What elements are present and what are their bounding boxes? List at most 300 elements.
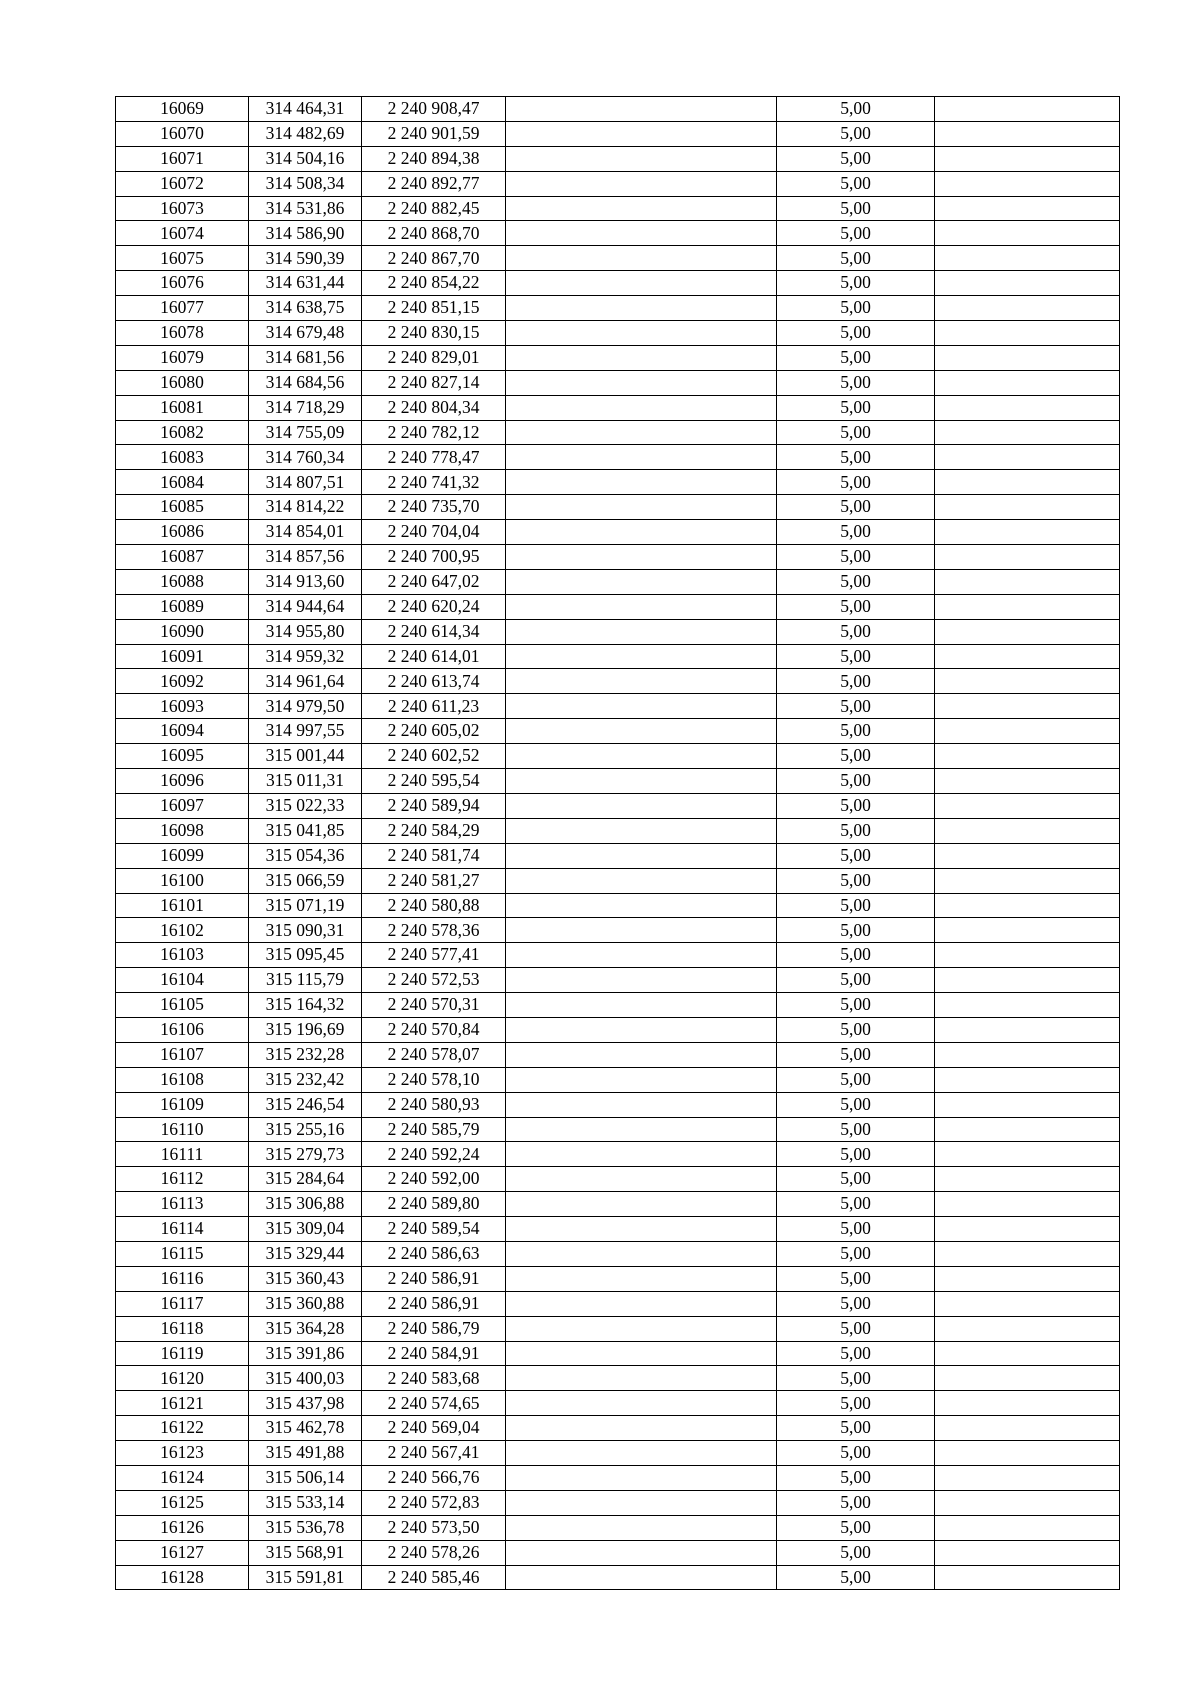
y-coordinate-cell: 2 240 585,46 — [362, 1565, 506, 1590]
value-cell: 5,00 — [777, 1042, 935, 1067]
empty-cell — [935, 793, 1120, 818]
y-coordinate-cell: 2 240 901,59 — [362, 121, 506, 146]
empty-cell — [935, 669, 1120, 694]
table-row — [116, 1490, 1120, 1515]
empty-cell — [506, 97, 777, 122]
point-number-cell: 16116 — [116, 1266, 249, 1291]
x-coordinate-cell: 314 979,50 — [249, 694, 362, 719]
empty-cell — [935, 1341, 1120, 1366]
x-coordinate-cell: 315 364,28 — [249, 1316, 362, 1341]
value-cell: 5,00 — [777, 1291, 935, 1316]
empty-cell — [935, 370, 1120, 395]
empty-cell — [935, 271, 1120, 296]
empty-cell — [506, 1042, 777, 1067]
point-number-cell: 16087 — [116, 545, 249, 570]
x-coordinate-cell: 315 591,81 — [249, 1565, 362, 1590]
x-coordinate-cell: 314 718,29 — [249, 395, 362, 420]
empty-cell — [506, 171, 777, 196]
point-number-cell: 16125 — [116, 1490, 249, 1515]
point-number-cell: 16124 — [116, 1465, 249, 1490]
table-row — [116, 221, 1120, 246]
x-coordinate-cell: 314 586,90 — [249, 221, 362, 246]
empty-cell — [935, 171, 1120, 196]
empty-cell — [935, 1490, 1120, 1515]
y-coordinate-cell: 2 240 882,45 — [362, 196, 506, 221]
empty-cell — [506, 1441, 777, 1466]
y-coordinate-cell: 2 240 613,74 — [362, 669, 506, 694]
empty-cell — [506, 1416, 777, 1441]
empty-cell — [506, 1341, 777, 1366]
point-number-cell: 16077 — [116, 296, 249, 321]
x-coordinate-cell: 314 955,80 — [249, 619, 362, 644]
empty-cell — [935, 1167, 1120, 1192]
table-row — [116, 868, 1120, 893]
x-coordinate-cell: 315 022,33 — [249, 793, 362, 818]
value-cell: 5,00 — [777, 1540, 935, 1565]
y-coordinate-cell: 2 240 854,22 — [362, 271, 506, 296]
empty-cell — [506, 968, 777, 993]
y-coordinate-cell: 2 240 589,80 — [362, 1192, 506, 1217]
empty-cell — [506, 1017, 777, 1042]
point-number-cell: 16097 — [116, 793, 249, 818]
empty-cell — [935, 719, 1120, 744]
value-cell: 5,00 — [777, 1341, 935, 1366]
empty-cell — [506, 868, 777, 893]
empty-cell — [506, 818, 777, 843]
table-row — [116, 370, 1120, 395]
table-row — [116, 1540, 1120, 1565]
empty-cell — [506, 893, 777, 918]
empty-cell — [506, 1241, 777, 1266]
y-coordinate-cell: 2 240 804,34 — [362, 395, 506, 420]
y-coordinate-cell: 2 240 589,54 — [362, 1217, 506, 1242]
empty-cell — [935, 769, 1120, 794]
point-number-cell: 16117 — [116, 1291, 249, 1316]
x-coordinate-cell: 315 232,42 — [249, 1067, 362, 1092]
y-coordinate-cell: 2 240 778,47 — [362, 445, 506, 470]
value-cell: 5,00 — [777, 1366, 935, 1391]
point-number-cell: 16118 — [116, 1316, 249, 1341]
empty-cell — [506, 1366, 777, 1391]
table-row — [116, 1366, 1120, 1391]
empty-cell — [506, 594, 777, 619]
empty-cell — [935, 968, 1120, 993]
value-cell: 5,00 — [777, 818, 935, 843]
y-coordinate-cell: 2 240 782,12 — [362, 420, 506, 445]
table-row — [116, 445, 1120, 470]
value-cell: 5,00 — [777, 271, 935, 296]
empty-cell — [935, 594, 1120, 619]
empty-cell — [935, 1291, 1120, 1316]
table-row — [116, 1465, 1120, 1490]
empty-cell — [935, 918, 1120, 943]
y-coordinate-cell: 2 240 580,88 — [362, 893, 506, 918]
point-number-cell: 16102 — [116, 918, 249, 943]
x-coordinate-cell: 315 400,03 — [249, 1366, 362, 1391]
value-cell: 5,00 — [777, 1067, 935, 1092]
value-cell: 5,00 — [777, 769, 935, 794]
empty-cell — [935, 843, 1120, 868]
table-row — [116, 594, 1120, 619]
y-coordinate-cell: 2 240 574,65 — [362, 1391, 506, 1416]
table-row — [116, 793, 1120, 818]
table-row — [116, 1266, 1120, 1291]
y-coordinate-cell: 2 240 830,15 — [362, 321, 506, 346]
point-number-cell: 16112 — [116, 1167, 249, 1192]
table-row — [116, 1291, 1120, 1316]
point-number-cell: 16101 — [116, 893, 249, 918]
point-number-cell: 16086 — [116, 520, 249, 545]
value-cell: 5,00 — [777, 744, 935, 769]
point-number-cell: 16080 — [116, 370, 249, 395]
table-row — [116, 246, 1120, 271]
empty-cell — [935, 321, 1120, 346]
y-coordinate-cell: 2 240 592,24 — [362, 1142, 506, 1167]
empty-cell — [506, 943, 777, 968]
y-coordinate-cell: 2 240 894,38 — [362, 146, 506, 171]
table-row — [116, 694, 1120, 719]
point-number-cell: 16105 — [116, 993, 249, 1018]
table-row — [116, 1565, 1120, 1590]
table-row — [116, 644, 1120, 669]
point-number-cell: 16111 — [116, 1142, 249, 1167]
empty-cell — [935, 1142, 1120, 1167]
x-coordinate-cell: 314 531,86 — [249, 196, 362, 221]
empty-cell — [506, 1291, 777, 1316]
empty-cell — [506, 470, 777, 495]
x-coordinate-cell: 314 997,55 — [249, 719, 362, 744]
y-coordinate-cell: 2 240 570,84 — [362, 1017, 506, 1042]
point-number-cell: 16089 — [116, 594, 249, 619]
empty-cell — [935, 619, 1120, 644]
table-row — [116, 1341, 1120, 1366]
y-coordinate-cell: 2 240 700,95 — [362, 545, 506, 570]
point-number-cell: 16107 — [116, 1042, 249, 1067]
y-coordinate-cell: 2 240 572,83 — [362, 1490, 506, 1515]
x-coordinate-cell: 315 011,31 — [249, 769, 362, 794]
empty-cell — [935, 993, 1120, 1018]
table-body — [116, 97, 1120, 1590]
empty-cell — [935, 146, 1120, 171]
point-number-cell: 16085 — [116, 495, 249, 520]
y-coordinate-cell: 2 240 573,50 — [362, 1515, 506, 1540]
coordinates-table — [115, 96, 1120, 1590]
empty-cell — [935, 1316, 1120, 1341]
empty-cell — [935, 818, 1120, 843]
value-cell: 5,00 — [777, 594, 935, 619]
x-coordinate-cell: 315 391,86 — [249, 1341, 362, 1366]
empty-cell — [506, 395, 777, 420]
y-coordinate-cell: 2 240 580,93 — [362, 1092, 506, 1117]
x-coordinate-cell: 315 041,85 — [249, 818, 362, 843]
empty-cell — [935, 1241, 1120, 1266]
point-number-cell: 16106 — [116, 1017, 249, 1042]
empty-cell — [506, 744, 777, 769]
point-number-cell: 16074 — [116, 221, 249, 246]
x-coordinate-cell: 314 959,32 — [249, 644, 362, 669]
x-coordinate-cell: 314 814,22 — [249, 495, 362, 520]
empty-cell — [935, 97, 1120, 122]
x-coordinate-cell: 315 054,36 — [249, 843, 362, 868]
point-number-cell: 16103 — [116, 943, 249, 968]
empty-cell — [506, 694, 777, 719]
y-coordinate-cell: 2 240 908,47 — [362, 97, 506, 122]
value-cell: 5,00 — [777, 968, 935, 993]
table-row — [116, 395, 1120, 420]
value-cell: 5,00 — [777, 1217, 935, 1242]
point-number-cell: 16122 — [116, 1416, 249, 1441]
table-row — [116, 968, 1120, 993]
table-row — [116, 1142, 1120, 1167]
empty-cell — [506, 1565, 777, 1590]
value-cell: 5,00 — [777, 669, 935, 694]
value-cell: 5,00 — [777, 1241, 935, 1266]
table-row — [116, 1441, 1120, 1466]
point-number-cell: 16095 — [116, 744, 249, 769]
x-coordinate-cell: 314 482,69 — [249, 121, 362, 146]
y-coordinate-cell: 2 240 584,29 — [362, 818, 506, 843]
empty-cell — [935, 395, 1120, 420]
x-coordinate-cell: 314 944,64 — [249, 594, 362, 619]
empty-cell — [506, 246, 777, 271]
value-cell: 5,00 — [777, 1490, 935, 1515]
y-coordinate-cell: 2 240 827,14 — [362, 370, 506, 395]
table-row — [116, 196, 1120, 221]
y-coordinate-cell: 2 240 578,10 — [362, 1067, 506, 1092]
point-number-cell: 16110 — [116, 1117, 249, 1142]
empty-cell — [506, 520, 777, 545]
table-row — [116, 121, 1120, 146]
x-coordinate-cell: 314 684,56 — [249, 370, 362, 395]
empty-cell — [935, 1092, 1120, 1117]
empty-cell — [506, 221, 777, 246]
empty-cell — [935, 296, 1120, 321]
point-number-cell: 16072 — [116, 171, 249, 196]
x-coordinate-cell: 315 232,28 — [249, 1042, 362, 1067]
empty-cell — [506, 669, 777, 694]
table-row — [116, 818, 1120, 843]
empty-cell — [506, 1067, 777, 1092]
empty-cell — [935, 943, 1120, 968]
value-cell: 5,00 — [777, 545, 935, 570]
value-cell: 5,00 — [777, 321, 935, 346]
y-coordinate-cell: 2 240 614,34 — [362, 619, 506, 644]
empty-cell — [506, 1217, 777, 1242]
y-coordinate-cell: 2 240 602,52 — [362, 744, 506, 769]
point-number-cell: 16088 — [116, 569, 249, 594]
point-number-cell: 16083 — [116, 445, 249, 470]
point-number-cell: 16094 — [116, 719, 249, 744]
value-cell: 5,00 — [777, 1142, 935, 1167]
empty-cell — [506, 1167, 777, 1192]
empty-cell — [935, 196, 1120, 221]
value-cell: 5,00 — [777, 943, 935, 968]
empty-cell — [506, 1391, 777, 1416]
y-coordinate-cell: 2 240 583,68 — [362, 1366, 506, 1391]
x-coordinate-cell: 314 913,60 — [249, 569, 362, 594]
y-coordinate-cell: 2 240 741,32 — [362, 470, 506, 495]
value-cell: 5,00 — [777, 868, 935, 893]
empty-cell — [506, 619, 777, 644]
value-cell: 5,00 — [777, 793, 935, 818]
empty-cell — [506, 545, 777, 570]
value-cell: 5,00 — [777, 1266, 935, 1291]
x-coordinate-cell: 315 506,14 — [249, 1465, 362, 1490]
empty-cell — [506, 1266, 777, 1291]
table-row — [116, 1217, 1120, 1242]
point-number-cell: 16120 — [116, 1366, 249, 1391]
table-row — [116, 97, 1120, 122]
x-coordinate-cell: 315 090,31 — [249, 918, 362, 943]
table-row — [116, 1192, 1120, 1217]
x-coordinate-cell: 314 508,34 — [249, 171, 362, 196]
point-number-cell: 16114 — [116, 1217, 249, 1242]
empty-cell — [935, 868, 1120, 893]
value-cell: 5,00 — [777, 470, 935, 495]
table-row — [116, 321, 1120, 346]
table-row — [116, 1092, 1120, 1117]
table-row — [116, 619, 1120, 644]
table-row — [116, 569, 1120, 594]
point-number-cell: 16093 — [116, 694, 249, 719]
empty-cell — [935, 470, 1120, 495]
x-coordinate-cell: 315 533,14 — [249, 1490, 362, 1515]
y-coordinate-cell: 2 240 577,41 — [362, 943, 506, 968]
empty-cell — [506, 196, 777, 221]
x-coordinate-cell: 315 095,45 — [249, 943, 362, 968]
y-coordinate-cell: 2 240 578,26 — [362, 1540, 506, 1565]
value-cell: 5,00 — [777, 121, 935, 146]
y-coordinate-cell: 2 240 867,70 — [362, 246, 506, 271]
table-row — [116, 669, 1120, 694]
value-cell: 5,00 — [777, 495, 935, 520]
value-cell: 5,00 — [777, 171, 935, 196]
value-cell: 5,00 — [777, 296, 935, 321]
empty-cell — [935, 520, 1120, 545]
empty-cell — [935, 221, 1120, 246]
y-coordinate-cell: 2 240 581,27 — [362, 868, 506, 893]
empty-cell — [935, 1067, 1120, 1092]
point-number-cell: 16109 — [116, 1092, 249, 1117]
table-row — [116, 271, 1120, 296]
x-coordinate-cell: 315 360,88 — [249, 1291, 362, 1316]
table-row — [116, 1017, 1120, 1042]
value-cell: 5,00 — [777, 1017, 935, 1042]
empty-cell — [935, 1042, 1120, 1067]
empty-cell — [935, 1192, 1120, 1217]
x-coordinate-cell: 315 462,78 — [249, 1416, 362, 1441]
table-row — [116, 1117, 1120, 1142]
table-row — [116, 420, 1120, 445]
point-number-cell: 16113 — [116, 1192, 249, 1217]
point-number-cell: 16100 — [116, 868, 249, 893]
value-cell: 5,00 — [777, 644, 935, 669]
empty-cell — [506, 769, 777, 794]
y-coordinate-cell: 2 240 585,79 — [362, 1117, 506, 1142]
table-row — [116, 1316, 1120, 1341]
x-coordinate-cell: 315 309,04 — [249, 1217, 362, 1242]
empty-cell — [506, 370, 777, 395]
table-row — [116, 744, 1120, 769]
point-number-cell: 16092 — [116, 669, 249, 694]
table-row — [116, 296, 1120, 321]
x-coordinate-cell: 314 857,56 — [249, 545, 362, 570]
point-number-cell: 16128 — [116, 1565, 249, 1590]
empty-cell — [935, 569, 1120, 594]
y-coordinate-cell: 2 240 567,41 — [362, 1441, 506, 1466]
empty-cell — [935, 545, 1120, 570]
point-number-cell: 16070 — [116, 121, 249, 146]
point-number-cell: 16108 — [116, 1067, 249, 1092]
empty-cell — [506, 420, 777, 445]
point-number-cell: 16115 — [116, 1241, 249, 1266]
table-row — [116, 470, 1120, 495]
y-coordinate-cell: 2 240 578,07 — [362, 1042, 506, 1067]
y-coordinate-cell: 2 240 586,63 — [362, 1241, 506, 1266]
x-coordinate-cell: 314 504,16 — [249, 146, 362, 171]
point-number-cell: 16081 — [116, 395, 249, 420]
empty-cell — [935, 1416, 1120, 1441]
value-cell: 5,00 — [777, 420, 935, 445]
x-coordinate-cell: 315 115,79 — [249, 968, 362, 993]
empty-cell — [935, 694, 1120, 719]
x-coordinate-cell: 314 961,64 — [249, 669, 362, 694]
value-cell: 5,00 — [777, 1465, 935, 1490]
value-cell: 5,00 — [777, 395, 935, 420]
empty-cell — [506, 1465, 777, 1490]
empty-cell — [506, 1117, 777, 1142]
x-coordinate-cell: 315 066,59 — [249, 868, 362, 893]
empty-cell — [506, 495, 777, 520]
y-coordinate-cell: 2 240 570,31 — [362, 993, 506, 1018]
value-cell: 5,00 — [777, 1092, 935, 1117]
empty-cell — [935, 744, 1120, 769]
y-coordinate-cell: 2 240 566,76 — [362, 1465, 506, 1490]
value-cell: 5,00 — [777, 719, 935, 744]
point-number-cell: 16096 — [116, 769, 249, 794]
value-cell: 5,00 — [777, 1416, 935, 1441]
empty-cell — [506, 918, 777, 943]
value-cell: 5,00 — [777, 221, 935, 246]
empty-cell — [935, 1217, 1120, 1242]
table-row — [116, 146, 1120, 171]
y-coordinate-cell: 2 240 589,94 — [362, 793, 506, 818]
empty-cell — [935, 1515, 1120, 1540]
point-number-cell: 16091 — [116, 644, 249, 669]
y-coordinate-cell: 2 240 851,15 — [362, 296, 506, 321]
x-coordinate-cell: 314 631,44 — [249, 271, 362, 296]
empty-cell — [935, 1117, 1120, 1142]
empty-cell — [506, 1092, 777, 1117]
table-row — [116, 1042, 1120, 1067]
point-number-cell: 16069 — [116, 97, 249, 122]
table-row — [116, 520, 1120, 545]
value-cell: 5,00 — [777, 843, 935, 868]
value-cell: 5,00 — [777, 520, 935, 545]
y-coordinate-cell: 2 240 581,74 — [362, 843, 506, 868]
x-coordinate-cell: 315 536,78 — [249, 1515, 362, 1540]
value-cell: 5,00 — [777, 246, 935, 271]
x-coordinate-cell: 315 196,69 — [249, 1017, 362, 1042]
value-cell: 5,00 — [777, 918, 935, 943]
x-coordinate-cell: 315 437,98 — [249, 1391, 362, 1416]
table-row — [116, 918, 1120, 943]
empty-cell — [506, 1490, 777, 1515]
point-number-cell: 16127 — [116, 1540, 249, 1565]
empty-cell — [506, 993, 777, 1018]
table-row — [116, 893, 1120, 918]
x-coordinate-cell: 315 306,88 — [249, 1192, 362, 1217]
